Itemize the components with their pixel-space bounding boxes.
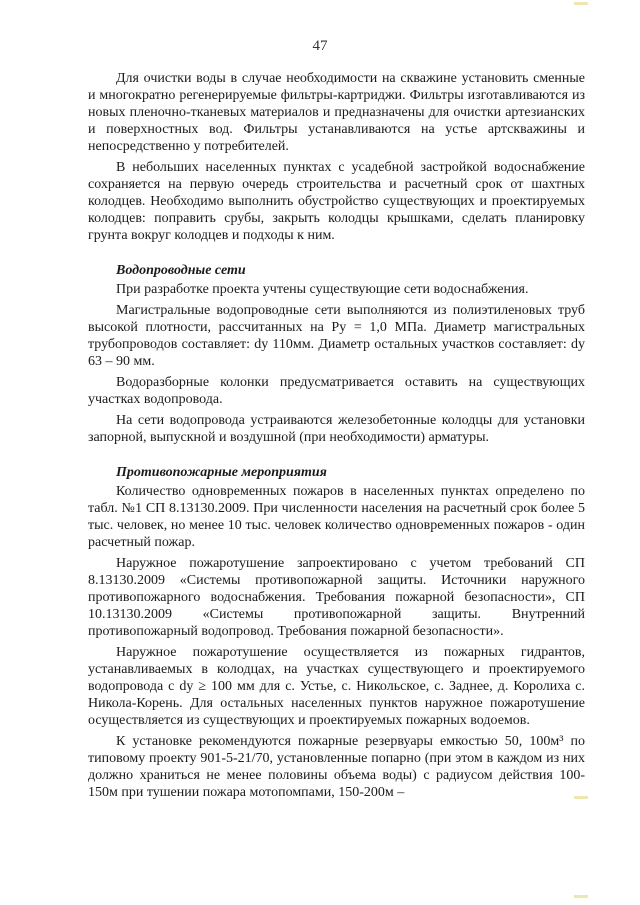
paragraph-wells: В небольших населенных пунктах с усадебной застройкой водоснабжение сохраняется на первую очередь строительства и расчетный срок от шахтных колодцев. Необходимо выполнить обустройство существующих и проектируемых колодцев: поправить срубы, закрыть колодцы крышками, сделать планировку грунта вокруг колодцев и подходы к ним. xyxy=(88,160,585,243)
paragraph-existing-networks: При разработке проекта учтены существующие сети водоснабжения. xyxy=(116,282,529,297)
paragraph-fire-requirements: Наружное пожаротушение запроектировано с учетом требований СП 8.13130.2009 «Системы противопожарной защиты. Источники наружного противопожарного водоснабжения. Требования пожарной безопасности», СП 10.13130.2009 «Системы противопожарной защиты. Внутренний противопожарный водопровод. Требования пожарной безопасности». xyxy=(88,556,585,639)
paragraph-fire-count: Количество одновременных пожаров в населенных пунктах определено по табл. №1 СП 8.13130.2009. При численности населения на расчетный срок более 5 тыс. человек, но менее 10 тыс. человек количество одновременных пожаров - один расчетный пожар. xyxy=(88,484,585,550)
page-number: 47 xyxy=(312,38,328,54)
paragraph-main-pipes: Магистральные водопроводные сети выполняются из полиэтиленовых труб высокой плотности, рассчитанных на Pу = 1,0 МПа. Диаметр магистральных трубопроводов составляет: dу 110мм. Диаметр остальных участков составляет: dу 63 – 90 мм. xyxy=(88,303,585,369)
scan-mark-bottom xyxy=(574,895,588,898)
paragraph-reservoirs: К установке рекомендуются пожарные резервуары емкостью 50, 100м³ по типовому проекту 901-5-21/70, установленные попарно (при этом в каждом из них должно храниться не менее половины объема воды) с радиусом действия 100-150м при тушении пожара мотопомпами, 150-200м – xyxy=(88,734,585,800)
document-body xyxy=(88,70,585,805)
paragraph-concrete-wells: На сети водопровода устраиваются железобетонные колодцы для установки запорной, выпускной и воздушной (при необходимости) арматуры. xyxy=(88,413,585,445)
paragraph-hydrants: Наружное пожаротушение осуществляется из пожарных гидрантов, устанавливаемых в колодцах, на участках существующего и проектируемого водопровода с dу ≥ 100 мм для с. Устье, с. Никольское, с. Заднее, д. Королиха с. Никола-Корень. Для остальных населенных пунктов наружное пожаротушение осуществляется из существующих и проектируемых пожарных водоемов. xyxy=(88,645,585,728)
section-heading-fire-safety: Противопожарные мероприятия xyxy=(116,465,327,480)
paragraph-filters: Для очистки воды в случае необходимости на скважине установить сменные и многократно регенерируемые фильтры-картриджи. Фильтры изготавливаются из новых пленочно-тканевых материалов и предназначены для очистки артезианских и поверхностных вод. Фильтры устанавливаются на устье артскважины и непосредственно у потребителей. xyxy=(88,71,585,154)
paragraph-standpipes: Водоразборные колонки предусматривается оставить на существующих участках водопровода. xyxy=(88,375,585,407)
scan-mark-top xyxy=(574,2,588,5)
section-heading-water-networks: Водопроводные сети xyxy=(116,263,246,278)
